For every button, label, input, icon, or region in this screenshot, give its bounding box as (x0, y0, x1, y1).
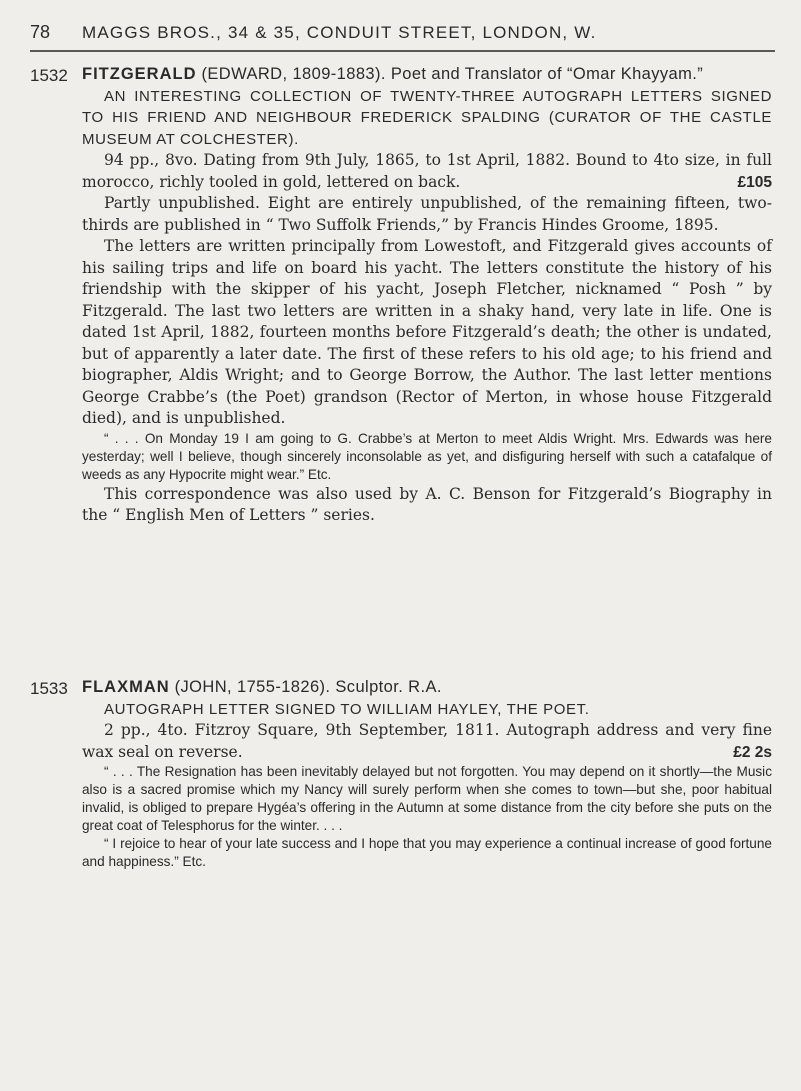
entry-heading (82, 64, 772, 86)
entry-heading (82, 677, 772, 699)
letter-quote: “ . . . The Resignation has been inevitably delayed but not forgotten. You may depend on it shortly—the Music also is a sacred promise which my Nancy will surely perform when she comes to town—but she, poor habitual invalid, is obliged to prepare Hygéa’s offering in the Autumn at some distance from the city before she puts on the great coat of Telesphorus for the winter. . . . (82, 764, 772, 833)
lot-number: 1533 (30, 679, 68, 698)
description-text: 94 pp., 8vo. Dating from 9th July, 1865, to 1st April, 1882. Bound to 4to size, in full morocco, richly tooled in gold, lettered on back. (82, 151, 772, 191)
page-number: 78 (30, 22, 51, 42)
author-name: FLAXMAN (82, 678, 170, 696)
item-description (82, 720, 772, 763)
item-title: AN INTERESTING COLLECTION OF TWENTY-THREE AUTOGRAPH LETTERS SIGNED TO HIS FRIEND AND NEIGHBOUR FREDERICK SPALDING (CURATOR OF THE CASTLE MUSEUM AT COLCHESTER). (82, 87, 772, 148)
author-name: FITZGERALD (82, 65, 197, 83)
paragraph: The letters are written principally from Lowestoft, and Fitzgerald gives accounts of his sailing trips and life on board his yacht. The letters constitute the history of his friendship with the skipper of his yacht, Joseph Fletcher, nicknamed “ Posh ” by Fitzgerald. The last two letters are written in a shaky hand, very late in life. One is dated 1st April, 1882, fourteen months before Fitzgerald’s death; the other is undated, but of apparently a later date. The first of these refers to his old age; to his friend and biographer, Aldis Wright; and to George Borrow, the Author. The last letter mentions George Crabbe’s (the Poet) grandson (Rector of Merton, in whose house Fitzgerald died), and is unpublished. (82, 237, 772, 427)
publisher-line: MAGGS BROS., 34 & 35, CONDUIT STREET, LONDON, W. (82, 23, 597, 42)
lot-number: 1532 (30, 66, 68, 85)
item-description (82, 150, 772, 193)
header-rule (30, 50, 775, 52)
author-details: (JOHN, 1755-1826). Sculptor. R.A. (174, 678, 442, 696)
letter-quote: “ . . . On Monday 19 I am going to G. Crabbe’s at Merton to meet Aldis Wright. Mrs. Edwards was here yesterday; well I believe, though sincerely inconsolable as yet, and disfiguring herself with such a catafalque of weeds as any Hypocrite might wear.” Etc. (82, 430, 772, 482)
catalogue-entry-1532 (30, 64, 772, 527)
running-head (30, 22, 770, 43)
letter-quote-continued: “ I rejoice to hear of your late success and I hope that you may experience a continual increase of good fortune and happiness.” Etc. (82, 836, 772, 869)
closing-paragraph: This correspondence was also used by A. C. Benson for Fitzgerald’s Biography in the “ English Men of Letters ” series. (82, 484, 772, 524)
description-text: 2 pp., 4to. Fitzroy Square, 9th September, 1811. Autograph address and very fine wax seal on reverse. (82, 721, 772, 761)
catalogue-entry-1533 (30, 677, 772, 871)
paragraph: Partly unpublished. Eight are entirely unpublished, of the remaining fifteen, two-thirds are published in “ Two Suffolk Friends,” by Francis Hindes Groome, 1895. (82, 194, 772, 234)
author-details: (EDWARD, 1809-1883). Poet and Translator of “Omar Khayyam.” (201, 65, 704, 83)
item-title: AUTOGRAPH LETTER SIGNED TO WILLIAM HAYLEY, THE POET. (104, 700, 590, 718)
price: £105 (737, 173, 772, 191)
price: £2 2s (733, 743, 772, 761)
